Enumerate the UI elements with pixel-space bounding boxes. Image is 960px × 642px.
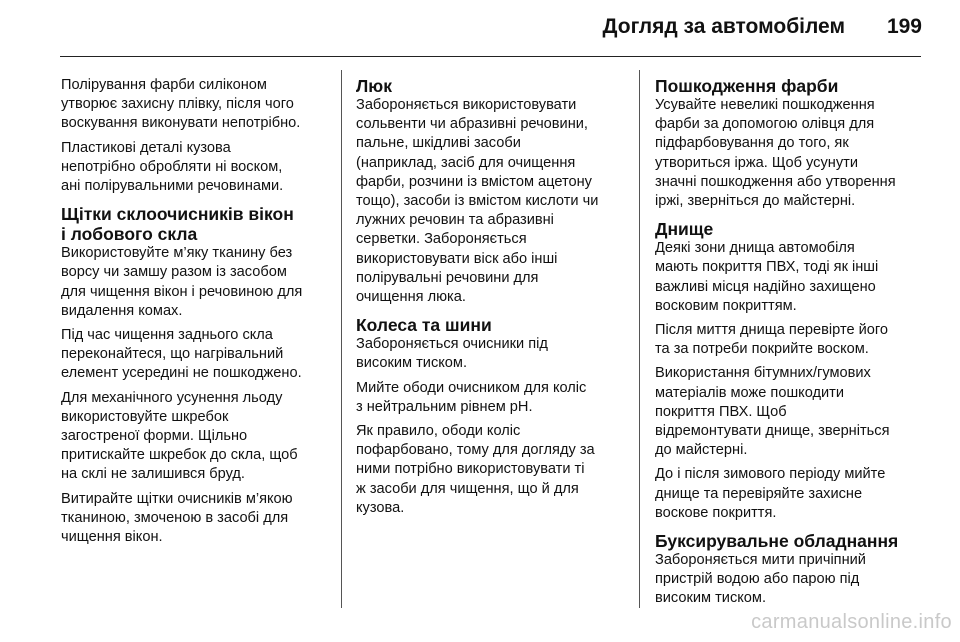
page-number: 199 [886,15,922,38]
header-rule [60,56,921,57]
text-line: Забороняється очисники під [356,336,548,353]
text-line: пристрій водою або парою під [655,571,860,588]
paragraph-winter [655,465,927,523]
text-line: Пластикові деталі кузова [61,139,231,156]
text-line: тощо), засоби із вмістом кислоти чи [356,193,599,210]
text-line: серветки. Забороняється [356,231,527,248]
text-line: ними потрібно використовувати ті [356,461,585,478]
paragraph-towing [655,551,927,609]
text-line: покриття ПВХ. Щоб [655,403,787,420]
page-header [0,0,960,70]
heading-underbody: Днище [655,219,714,240]
text-line: з нейтральним рівнем pH. [356,398,533,415]
watermark: carmanualsonline.info [751,611,952,633]
heading-wiper-blades [61,204,329,244]
text-line: Під час чищення заднього скла [61,327,273,344]
paragraph-ice-scraper [61,389,329,485]
text-line: сольвенти чи абразивні речовини, [356,116,588,133]
text-line: восковим покриттям. [655,297,797,314]
text-line: фарби, розчини із вмістом ацетону [356,173,592,190]
text-line: воскове покриття. [655,504,777,521]
text-line: використовувати віск або інші [356,250,558,267]
text-line: видалення комах. [61,302,183,319]
heading-towing-equipment: Буксирувальне обладнання [655,531,899,552]
text-line: пофарбовано, тому для догляду за [356,442,595,459]
text-line: важливі місця надійно захищено [655,278,876,295]
text-line: загостреної форми. Щільно [61,428,248,445]
text-line: до майстерні. [655,442,748,459]
text-line: елемент усередині не пошкоджено. [61,365,302,382]
paragraph-bitumen [655,364,927,460]
text-line: Забороняється мити причіпний [655,552,866,569]
text-line: Полірування фарби силіконом [61,77,267,93]
column-1 [61,76,329,552]
text-line: утвориться іржа. Щоб усунути [655,154,858,171]
text-line: притискайте шкребок до скла, щоб [61,447,298,464]
text-line: Використовуйте м’яку тканину без [61,245,293,262]
text-line: До і після зимового періоду мийте [655,466,886,483]
text-line: воскування виконувати непотрібно. [61,115,301,132]
text-line: використовуйте шкребок [61,408,229,425]
paragraph-silicone-polish [61,76,329,134]
heading-wheels-tyres: Колеса та шини [356,315,492,336]
text-line: іржі, зверніться до майстерні. [655,193,856,210]
paragraph-rear-window [61,326,329,384]
text-line: ж засоби для чищення, що й для [356,480,579,497]
text-line: утворює захисну плівку, після чого [61,96,294,113]
paragraph-high-pressure [356,335,626,373]
text-line: кузова. [356,499,405,516]
paragraph-paint-damage [655,96,927,211]
text-line: Забороняється використовувати [356,97,577,113]
text-line: мають покриття ПВХ, тоді як інші [655,259,879,276]
text-line: Як правило, ободи коліс [356,423,521,440]
paragraph-pvc-coating [655,239,927,316]
text-line: переконайтеся, що нагрівальний [61,346,284,363]
text-line: днище та перевіряйте захисне [655,485,863,502]
text-line: високим тиском. [356,355,467,372]
paragraph-rim-cleaner [356,379,626,417]
text-line: очищення люка. [356,289,466,306]
text-line: полірувальні речовини для [356,269,539,286]
text-line: чищення вікон. [61,529,163,546]
text-line: тканиною, змоченою в засобі для [61,509,289,526]
text-line: Усувайте невеликі пошкодження [655,97,875,113]
text-line: фарби за допомогою олівця для [655,116,875,133]
page-title: Догляд за автомобілем [602,15,845,38]
text-line: Деякі зони днища автомобіля [655,240,855,257]
text-line: на склі не залишився бруд. [61,466,245,483]
column-divider-right [639,70,640,608]
text-line: для чищення вікон і речовиною для [61,283,303,300]
paragraph-sunroof [356,96,626,307]
text-line: Витирайте щітки очисників м’якою [61,490,293,507]
text-line: Використання бітумних/гумових [655,365,871,382]
text-line: ані полірувальними речовинами. [61,178,284,195]
heading-sunroof: Люк [356,76,392,96]
paragraph-wiper-cleaning [61,490,329,548]
text-line: ворсу чи замшу разом із засобом [61,264,287,281]
heading-paint-damage: Пошкодження фарби [655,76,839,96]
heading-line: і лобового скла [61,224,198,245]
text-line: підфарбовування до того, як [655,135,849,152]
heading-line: Щітки склоочисників вікон [61,204,294,225]
column-3 [655,76,927,614]
column-divider-left [341,70,342,608]
text-line: лужних речовин та абразивні [356,212,554,229]
text-line: та за потреби покрийте воском. [655,341,869,358]
text-line: високим тиском. [655,590,766,607]
paragraph-plastic-parts [61,139,329,197]
text-line: (наприклад, засіб для очищення [356,154,576,171]
text-line: пальне, шкідливі засоби [356,135,521,152]
paragraph-window-cleaning [61,244,329,321]
column-2 [356,76,626,523]
paragraph-painted-rims [356,422,626,518]
text-line: значні пошкодження або утворення [655,173,896,190]
text-line: непотрібно обробляти ні воском, [61,158,283,175]
paragraph-after-wash [655,321,927,359]
text-line: матеріалів може пошкодити [655,384,844,401]
text-line: відремонтувати днище, зверніться [655,423,890,440]
text-line: Для механічного усунення льоду [61,389,283,406]
text-line: Після миття днища перевірте його [655,322,889,339]
text-line: Мийте ободи очисником для коліс [356,379,587,396]
